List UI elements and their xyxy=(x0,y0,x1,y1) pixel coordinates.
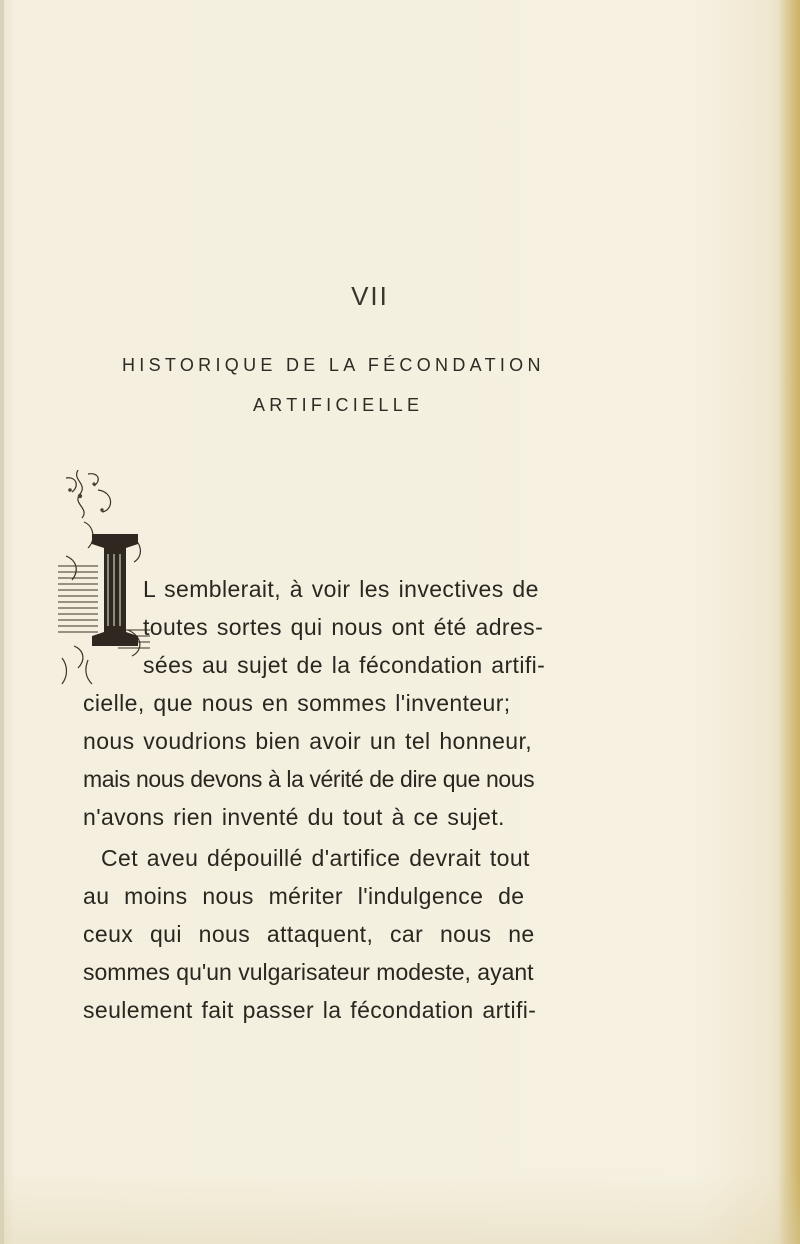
text-line-8: Cet aveu dépouillé d'artifice devrait tout xyxy=(101,845,530,871)
text-line-3: sées au sujet de la fécondation artifi- xyxy=(143,652,546,678)
chapter-number: VII xyxy=(351,281,389,311)
chapter-title-line-2: ARTIFICIELLE xyxy=(253,395,424,415)
page-left-edge xyxy=(0,0,4,1244)
text-line-9: au moins nous mériter l'indulgence de xyxy=(83,883,525,909)
text-line-2: toutes sortes qui nous ont été adres- xyxy=(143,614,544,640)
text-line-12: seulement fait passer la fécondation artifi- xyxy=(83,997,537,1023)
page-right-edge-stain xyxy=(778,0,800,1244)
text-line-11: sommes qu'un vulgarisateur modeste, ayant xyxy=(83,959,534,985)
text-line-6: mais nous devons à la vérité de dire que nous xyxy=(83,766,535,792)
text-line-1: L semblerait, à voir les invectives de xyxy=(143,576,539,602)
text-line-4: cielle, que nous en sommes l'inventeur; xyxy=(83,690,511,716)
text-line-10: ceux qui nous attaquent, car nous ne xyxy=(83,921,535,947)
chapter-title-line-1: HISTORIQUE DE LA FÉCONDATION xyxy=(122,355,545,375)
text-line-7: n'avons rien inventé du tout à ce sujet. xyxy=(83,804,505,830)
page-bottom-shade xyxy=(0,1174,800,1244)
text-line-5: nous voudrions bien avoir un tel honneur, xyxy=(83,728,533,754)
